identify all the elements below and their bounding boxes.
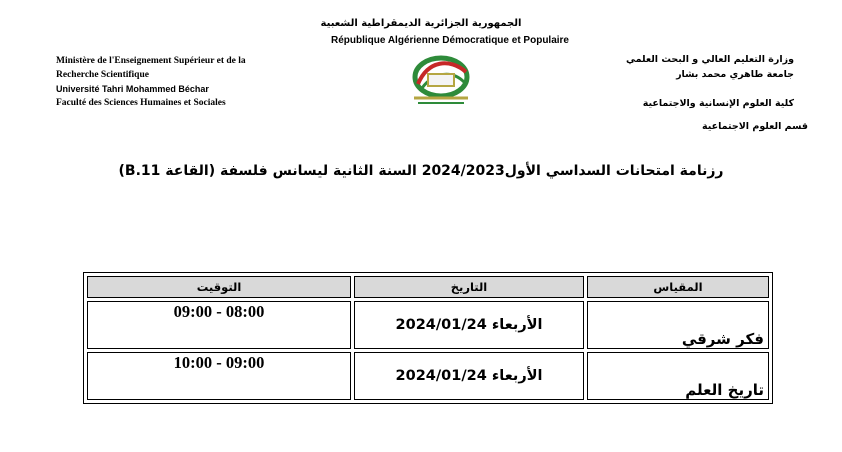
column-header-date: التاريخ xyxy=(354,276,584,298)
column-header-time: التوقيت xyxy=(87,276,351,298)
exam-schedule-table xyxy=(83,272,773,404)
module-cell: فكر شرقي xyxy=(587,301,769,349)
table-row xyxy=(87,352,769,400)
faculty-arabic: كلية العلوم الإنسانية والاجتماعية xyxy=(642,98,794,109)
table-header-row xyxy=(87,276,769,298)
republic-name-arabic: الجمهورية الجزائرية الديمقراطية الشعبية xyxy=(320,18,522,29)
institution-block-french xyxy=(56,54,356,110)
university-arabic: جامعة طاهري محمد بشار xyxy=(676,69,794,80)
institution-block-arabic xyxy=(514,52,794,111)
date-cell: الأربعاء 2024/01/24 xyxy=(354,352,584,400)
ministry-french-line1: Ministère de l'Enseignement Supérieur et de la xyxy=(56,56,246,66)
faculty-french: Faculté des Sciences Humaines et Sociales xyxy=(56,98,226,108)
date-cell: الأربعاء 2024/01/24 xyxy=(354,301,584,349)
time-cell: 09:00 - 08:00 xyxy=(87,301,351,349)
republic-name-french: République Algérienne Démocratique et Populaire xyxy=(330,35,569,46)
table-row xyxy=(87,301,769,349)
university-french: Université Tahri Mohammed Béchar xyxy=(56,84,209,94)
module-cell: تاريخ العلم xyxy=(587,352,769,400)
ministry-arabic: وزارة التعليم العالي و البحث العلمي xyxy=(626,54,794,65)
university-logo-icon xyxy=(404,52,478,110)
time-cell: 10:00 - 09:00 xyxy=(87,352,351,400)
column-header-module: المقياس xyxy=(587,276,769,298)
page-title: رزنامة امتحانات السداسي الأول2024/2023 السنة الثانية ليسانس فلسفة (القاعة B.11) xyxy=(118,163,724,179)
ministry-french-line2: Recherche Scientifique xyxy=(56,70,149,80)
department-arabic: قسم العلوم الاجتماعية xyxy=(701,121,808,132)
